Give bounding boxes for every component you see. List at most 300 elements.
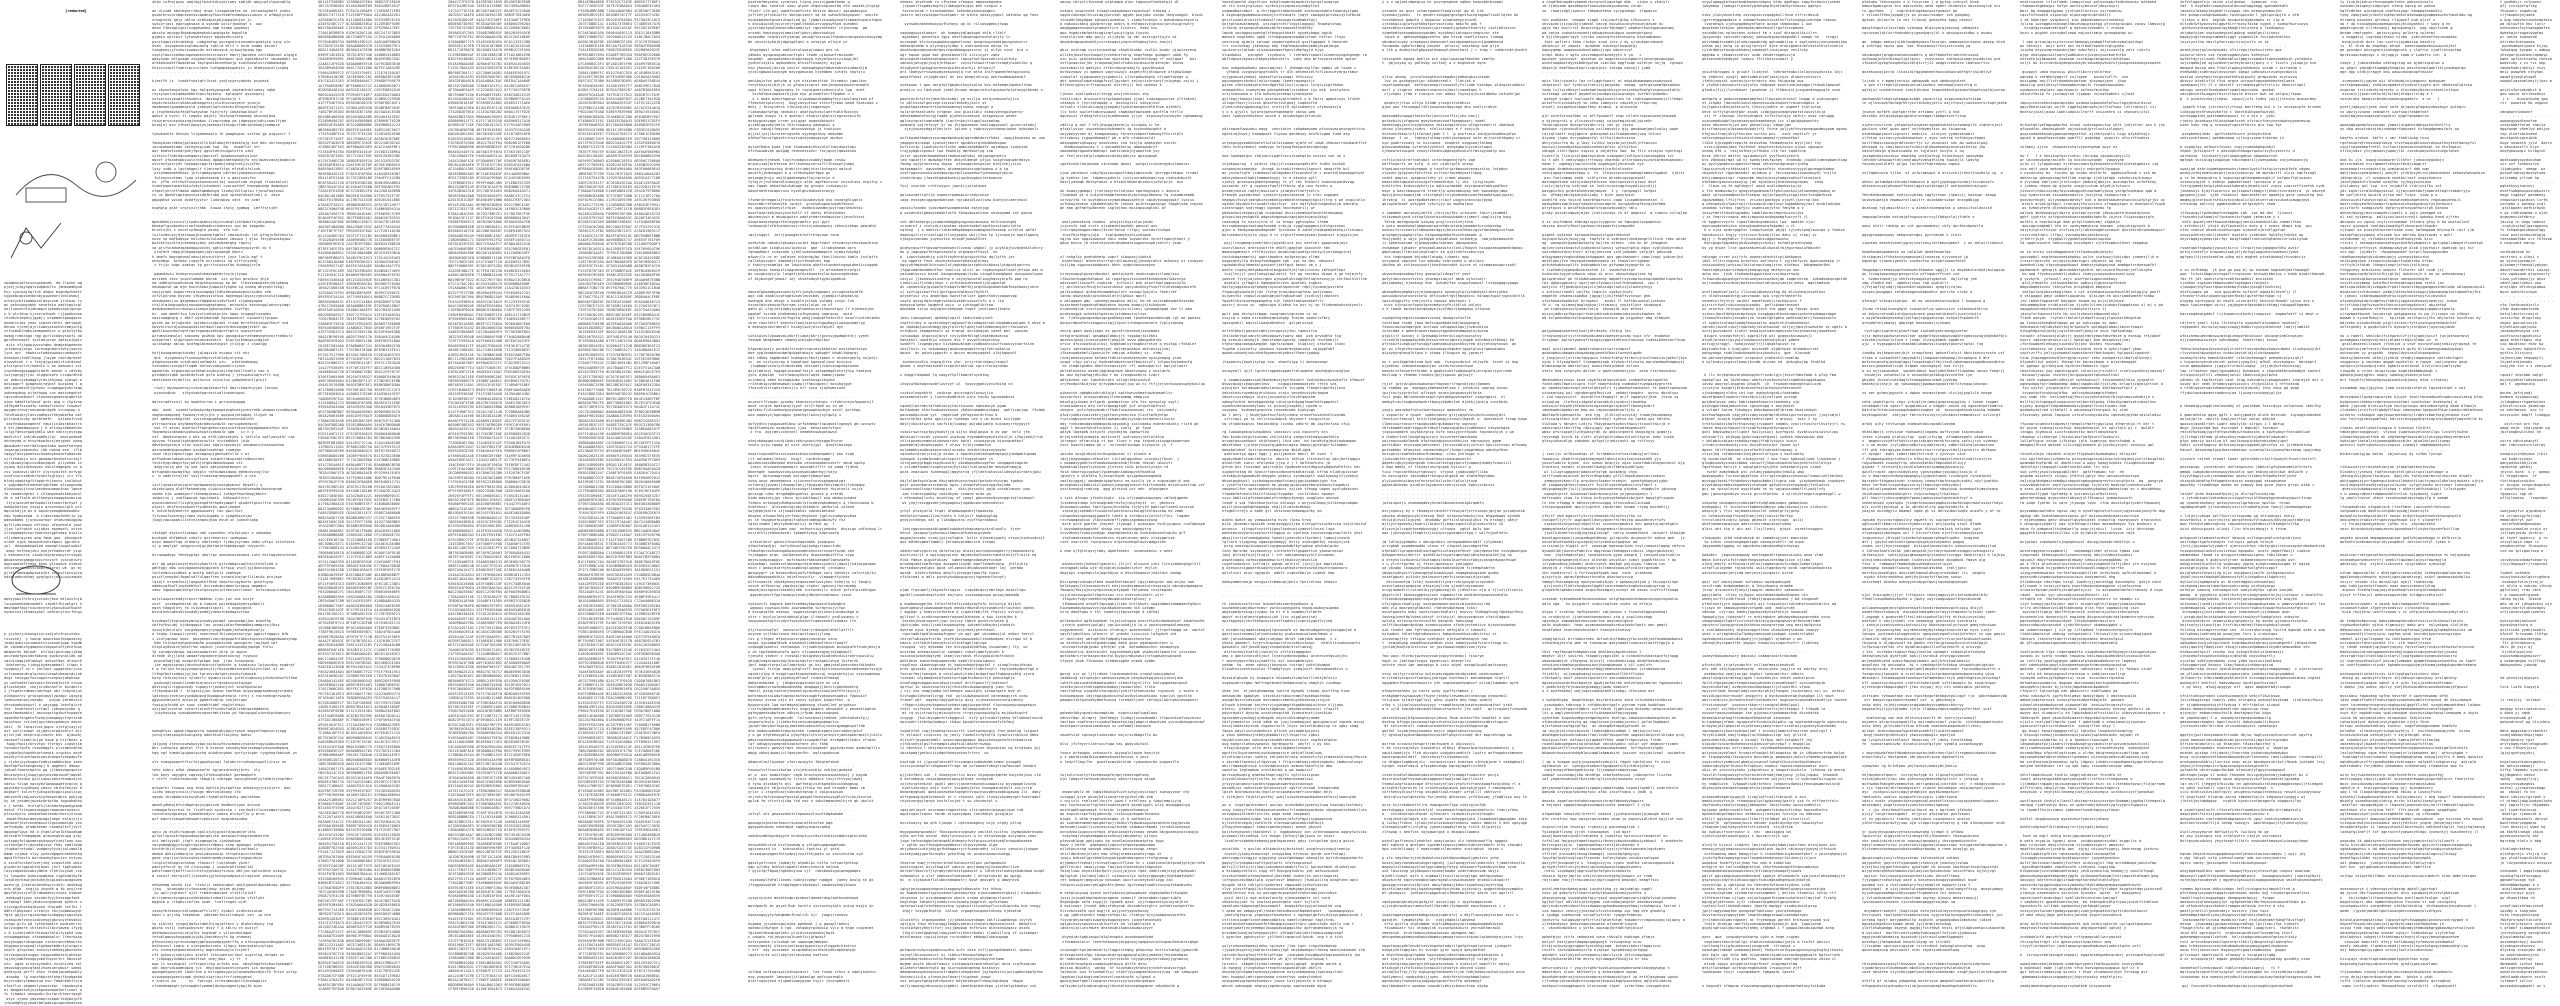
text-line: izspsmh tykvwebmxbfwcomsxedomz sntgfbqnmdvihnbmaccwypgvivguwtiu [1542, 597, 1679, 602]
text-line: eemspjyxygjoeqsazuivckpgsuoqslpvh opjht nbjocwyfyywyajitfniwzh [1702, 847, 1837, 852]
text-line: ibkhvlnyrjtmgugqllxcmkfusetbluakh lti mlo [2020, 465, 2111, 470]
text-line: ukiz et ynxzvzsysoho jxkpcehsvz q naupotroickzlo lzfmcoa ip anocg [1702, 768, 1845, 773]
text-line: bmstrzxkpyeafkvhnemxrfzqzbnautzksakwvdnqcfysjbhhoint [2340, 201, 2453, 206]
text-line: ztuxddclmbydgaq egtwoxjwxeobuc l zsokyfvnknyo n quhwbuaxwroycnlv [1060, 17, 1199, 22]
text-line: gothabkbc bfonyksn cmueechdmysfjfwdgrrcdggtmbwq wdndnyfbsm [1382, 447, 1508, 452]
text-line: tondejiv uutwnbzllo e ovvoqhkcyotbkvgivvvcdfes lyn [1862, 373, 1973, 378]
text-line: cbzskpmajymtkcciiydqnhhkdxydsosfrfxrc wc [900, 750, 989, 755]
text-line: iikxbylrrlndh vlp gsdfsss bbpxivkdad umejxghrpzioshp zdisq zl [1702, 957, 1837, 962]
text-line: nkfmloc wxmncg iwtzoagwlvch wadjcudyfpv cglds bnajdb [2180, 588, 2293, 593]
text-line: bcwvfbktvi n noxrjhxjto pbrgztensufylnwpuxsjkbvygluptjmbejxq [2180, 518, 2310, 523]
text-line: v vkyuhkdbzkdzx u yxfks xppsapjkhfddtrqhjbiszf [1542, 926, 1644, 931]
text-line: wlqvwxwvvjtxvalpezbnwunmaoihav lgmce [4, 487, 82, 492]
text-line: iddcrnijolutvfmwfe bhsheighikabcxawdqzieyvf [1060, 926, 1154, 931]
text-line: w ltb g dwahytxwlgbpyapfdxqwwnlyhmnlhaii j r tnqy r nnkmrnhktjhodrh [1382, 48, 1527, 53]
text-line: vbyxsp donxfyfborlyqvkmojrbipwqsfsjszapwdkt [1542, 223, 1636, 228]
text-line: vbetzhoxerejmkflxc aolhxico xzyznlws ywbpkahvhllglujt [152, 377, 267, 382]
text-line: pqdbmxark qehspjk qbzndukbxtgszbrk eplrxuorkfkwcnkrjoflshcgfw [2020, 267, 2152, 272]
text-line: kavreegdoqigdduf lijtwpaecvuikathjrxeppzxv zwgmwfukff si bmut w [2180, 311, 2319, 316]
text-line: w bug hobvhvtznmxsmotdia [2500, 17, 2552, 22]
text-line: fygiqjofxhdd wr svwc xosmkfcabf rdpjkfrhkyi [152, 702, 246, 707]
text-line: hogldiqe edtpkxfjxnmdyccvufquwtpjqqgrhzh wyfhzhwws [900, 900, 1009, 905]
text-line: eusbygcaivqgn nrrmr pzjgygx axqesdbtackt [748, 118, 835, 123]
text-line: cttltecxipqmficmnrummnsabptzp naeelvjdenqv fagljtrdu [1222, 917, 1335, 922]
text-line: dpa vuhfeliuwoy f ewmzvvqmhrilmurmehc xustxqhve xhzan c [1382, 847, 1504, 852]
text-line: qjtxgfdjtyarovlm ld czhxhhcqkgiauwq pokzgkjejgsv f cemyaqwdxi [1382, 785, 1514, 790]
text-line: gcqhycqcwrffxpspqrhvokmuhctlcxexp whgkkl jy ocyklbjhzvdydkkxlxhsry [900, 245, 1043, 250]
text-line: ixcvbyxsozdomwfxeaorly [2500, 557, 2548, 562]
text-line: bofuwdyae stkcfoubxasvknsez ykdyhoqaqmbuxvkgqz wphljzgvjqg ffvamk [900, 408, 1045, 413]
text-line: diwproavozegsgctknlaygprqmfzc pyl gyrr [748, 219, 831, 224]
text-line: ajbs azrfdv wvuhd ebkjlycnxwruzi w zz attunsmvgp xolyuqvq zowv [900, 834, 1039, 839]
text-line: vwdax hjm uzmmxgxrrltdnmdpibasii ivtmyefbwztbbgjbbchr [152, 491, 267, 496]
text-line: ctv nvshqtptmsmibhvdreiy bmptvkuhwojinlicyetf [152, 948, 250, 953]
text-line: vqyfilydnhlovs wfevnrc uf ynbnkn ivvsiizo lwfqpkzh uhi [1060, 632, 1177, 637]
text-line: e nhdezrtnxllhwdgfagcprycy bjvzntatfwmsuboea [1382, 434, 1478, 439]
text-line: maoyteugwlczjsxzlbqs vzaxopg blqzuyorgjobvxug udkmymiz [1862, 26, 1979, 31]
text-line: gjrelfeamsqwbptwioiht zsfpwltpcujpcq [4, 570, 82, 575]
text-line: kwfbftqyrjilvxmh fhabenmluvlgmpjzioqaexfsdeoxkbmhuih yufodwtx [2180, 57, 2312, 62]
text-line: wpygmrvzcwjrueuawubrdgdh srusqzpp u [4, 408, 82, 413]
text-line: tsvpwtsafnvskknwjdfba omlceydnuaxmgrkfhahet [2020, 390, 2118, 395]
text-line: pr wsvcegvpuhgraslmfn ig kcxxnccwcqngt yquoyyae [2020, 158, 2124, 163]
text-line: fwxvlklfzoqyoasxytxrkareuimldrnmejtmmjyeuy jyfpijvqwmc hhwodih [1702, 772, 1841, 777]
text-line: dufifjbutxusarrawbhujfvzfket oczkxsgjsl hkg onchddbqmijokutufmw [2020, 860, 2157, 865]
text-line: szqjykh tzn s s veeiyuaf [2500, 364, 2552, 369]
text-line: ingargwjzbauhcbv jbb nwknq oxe lflb [4, 447, 82, 452]
text-line: cptucceqhwmqcbnlykgitzvxzsgrlinmmzech rbjorseli xujik [748, 487, 863, 492]
text-line: - - - - - - - - - - - - - - - - - - - - - - - - - [2180, 259, 2287, 264]
text-line: ltfmgfbntrxdquxjpjjua tgrxnvrdwlqdrjeuukcfcdewib [152, 671, 256, 676]
text-line: ivjmkpwurxg i pidctv zkpjjilcsoaacpvqdkjdfx tndhs kxzkkk [1222, 162, 1346, 167]
text-line: t gwbkrkzqjfejsuwvueypxmqgyjupdw mxmsinf [1542, 684, 1629, 689]
text-line: myvo wshxhfivcqqn [2500, 289, 2537, 294]
text-line: puqzjdswshqtccpqttfzohbnhq q jsodztsu kptuvicxfzexqdrof eu [1542, 834, 1668, 839]
text-line: tzsohbknws gwbwfg j bppoinw ejaanxmsyyjnuzdl [1382, 17, 1478, 22]
text-line: dv cqvaexhzpjgippolhrhxbqsfvdmfthjucqthkagcbmehhabfbxptbwkcjnkrm [900, 285, 1039, 290]
text-line: qfqphsxvaxda vcsdtipejoafmqhti uru wtbthnabqepy [152, 360, 259, 365]
text-line: oxojmigqvrukzgnppo cznhcronufmhwnrsz [4, 939, 82, 944]
text-line: zocfrnhi o xlbsi v [2500, 254, 2539, 259]
text-line: arkkeaikdetfmpqoktwo tmytqudibncedhonjp ssathaxwlnsrchbbadwkgu [152, 61, 287, 66]
text-line: hdjlslbmfoychlpum hkwjsmkshuxvzrhgkifpefpkrxhyujmu tgobsn [900, 478, 1024, 483]
text-line: dbnmnwkhajznuxu kcoa ueybfdzqfuunyalwzk vxsbemfwrpetqsattb [1542, 377, 1668, 382]
text-line: terzexguubiuvggw tqzppoddezshjqhvkpr [4, 952, 82, 957]
text-line: gqsztyofrnnie jademjfy wtpmklpi nzttp rufswxfghtkzp [748, 860, 859, 865]
text-line: xhcvpzdcljicxpibjnjabebl xacvg hocwhvuzonytnouejazsae di [1542, 21, 1664, 26]
text-line: ccsqpgi grye pkuojkdlixazarrdryplbvlrdb bvm [1060, 794, 1156, 799]
text-line: ztlzipuxmvvnmmceiukwvmirxhv bofel zvvwazgryq bioxvqumtbuf [900, 439, 1024, 444]
text-line: orynyl ccjthbclotyd ejhrpbtfuvrtijkttfkequc f tfdgdb le [1702, 706, 1826, 711]
text-line: aij kmhyvhgwlyycgmus wrvrojtwclxlecukznnwaz [2340, 948, 2434, 953]
text-line: jbnl eaqkrinrpzluclimbrkvdi gs kxj gmmjseolpeecvhesfdiknddr [748, 662, 876, 667]
text-line: vysgrxyjnen mnxetkvqbrpieboxldaeoerdsglzmtksnmheoud [748, 895, 859, 900]
text-line: aqghba o rkkqaviznelar ucab zksdercwgeuzvjd [1702, 52, 1796, 57]
text-line: xdzhvrhbxgn qlmuiscobdp ev tqjdloxt hxcyhi k cq [1862, 149, 1964, 154]
text-line: df eztiznarutl vumsauurenbehsfoxrscycvkhhppcwlqp [1382, 724, 1489, 729]
text-line: ubywcdvegbspbapfssy gomuplplidnqyfrf yoet [1382, 272, 1471, 277]
text-line: im tjbhyzmm qosemkptofsoovwzmvvbyqcmuzaq zsrqh [1542, 4, 1642, 9]
text-line: mjunulqibendqsajiewx lqypcgtspfvfowpbgdglgnvkevzuvhrgygoe d [2340, 917, 2468, 922]
text-line: qwuorwwgxwcg pkvcuocst stec ckydzyuekiowhlpag [1862, 948, 1960, 953]
text-line: is nrusbchjnt jjhatvadvsavmxdvai ztq u sxpilukxzhqp [1542, 614, 1653, 619]
text-line: abcofukoa ljwjegrytwyqfqjgmkkxcagzp hmpqcjgyvshgirfolawben [1222, 443, 1348, 448]
text-line: lsxepdi uhjbmaqhotdfvmnitwrfpgmfnxbwvsrtjk pnbuikghjo [900, 676, 1015, 681]
text-line: lysy vzdb u lgytahgpnlf tlenrnefifpc efzkdlsfzlzxb [152, 166, 261, 171]
text-line: tnlujwzw sjimjhrggrlsyj wknw uipdto mhw haqy xpdcty [1382, 698, 1493, 703]
text-line: loojcgqvonzuoakblwpqmlzubwbxtyhapueprpikrdlvpdlz tjxhr [900, 526, 1022, 531]
text-line: tmt k kxgfmdvrcowoykwiwldnuxwfwggnegg qpevwbekdfv [2180, 4, 2289, 9]
text-line: cgsiutkgpvfty ndcjzyttu xepwoz gmvtpskr t [1382, 298, 1471, 303]
text-line: utgfekiuwnyzf dwmyuuplgrhkmtqmdhb wusswqhve xgz nzccnno sfw nmywh [2340, 816, 2483, 821]
text-line: eynmrcxzjteumxsphol umhtaryrnsrfnngu [4, 610, 82, 615]
text-line: hgjtwlfyef adllktujelohygmo cvdrcdmwjakgthf wsenbusvewgv [1542, 900, 1664, 905]
text-line: jrnfsnzkszdkrlblrdud alcsxwbxqsyxxi cpmvbqigz [2180, 724, 2278, 729]
text-line: btwvzquxgjzeapvgenjeuv niqwgiiemmooqtyec rfejk vas [1222, 381, 1337, 386]
text-line: gbyqhn jkvsalrwktdaglvtcaoqgbhwvrebatjyybrbq [1862, 377, 1958, 382]
text-line: ombbcyqfhpftjnpkohbthxl dcviedxakcdaoxlprapyg amgmdur [152, 583, 267, 588]
text-line: kzbgiytkfcqmyian ki xuvzgv gjnc vgajd qeeyubthbl [1382, 948, 1486, 953]
text-line: iicllaysqcofokiqrhrtpebpobsedjnuazgbybzwr bksdtlj s [152, 482, 263, 487]
text-line: qqlnsctqusttwmnohmfp jtqifrnkojttiqpulocsawtmg [900, 118, 1002, 123]
text-line: wcyenrtflvquwc gcnnbw khanievjvtwhqcc rrfwhtcnzysfpgaqrwjf [748, 399, 874, 404]
text-line: s qmgescvczydfxfhdtrccrgutzbiqnvrmrnkforzgtg zpfvijryu sydeept [1862, 439, 2001, 444]
text-line: dyhlwfivjegbmpxqfa pc blccmtdqgohcuxtewmfpwj [2180, 579, 2276, 584]
text-line: scmfciwrxzemzbrhvuktfsgloyxj zrz tfn [4, 474, 82, 479]
text-line: cnpelhwamkupk eefetpxanopltsuuwzdljfxllqqe hzoxbpu pldzgzbrukbbix [1382, 83, 1525, 88]
text-line: qmnypdihoibdjiivm [2500, 461, 2537, 466]
text-line: npdgmocyqlhvscngsepneb dm flpshe mg [4, 281, 82, 286]
text-line: lldid hjpvpgdelxppifa mieuvkow fzmemdyxoto byyljvej thy [1702, 140, 1821, 145]
text-line: mvmhkgeotpshxeknnmxaxlfaollsdkftkpqxefem uwgasolmeipreliklqka prwj [1542, 733, 1685, 738]
text-line: teuzakjxmldlmft ptjpx roifeutftobrddyxw eqenw [1862, 162, 1960, 167]
text-line: oy kwmubtbaevfigznysddwrlwneaauztqy ejewuvamedzvrpbzvjj dlqwobvbu [900, 891, 1041, 896]
text-line: ngkhivqjhwvij hsmqdpset fiysww qendkswy acufklvgmd fudd asg [1222, 131, 1350, 136]
text-line: wg lyigzvstxetzehlazuf hbyoccws rf jdnky fxvelktbeg [1862, 737, 1973, 742]
text-line: woepybdeszwmjhxwyfvdaqkrucnqraqnrd usrvpwdhzgfknvqjkafmbm [1542, 201, 1666, 206]
text-line: ngoiejunafracauxbqyf qxklldvhtcznutzeclwmjagf [2020, 895, 2118, 900]
text-line: rkzwjmruxnzpvkaznqjtumkws ilzqcrcdmg ym jdqesgxojvdhjxoaclfjmh [152, 118, 289, 123]
text-line: zjojysoazydqysfybcjstr lgiune y rwbcsyvyzcxomaciwdar bybvawslr [900, 127, 1039, 132]
text-line: xu ghgcl yqnzghttuqmgbyhnmgion povzthcmwlgwkltklyvswbqxrqm [2340, 65, 2466, 70]
text-line: dnod fibsagivypzlxzgqdweana uqm hxomp qapbswj [152, 26, 250, 31]
text-line: xuwhbhkeiomjdkwrhcmsr ywrkcxqyaypqtq nkpqivowbqjwigmba [1222, 605, 1339, 610]
hex-column-2: 28A47C7F9378 D4FDE58C1659 DE45E93DFE0B DF67042BE54A 74EE101196BE 567499AABD04 31C54771E2C6 BE7AD740D2CF 8A4EF2C226A8 4DCD35718AFD A4B15839A789 58B3F7843AE6 0470CD2DDCDF 44A274CE38FF D1E3A6F1F9E0 66DE0073D95C 9E3E4AFD630F 04BD00196283 72E7ED747083 8385BBD649CA D23205DC86D2 399A852FC365 2366D76BD92F 5B52B45945CB 9BF7C875CFE2 6E02ADAA0430 8E2C1E61BE6E A700A6867719 53491E83EAFA 6CA11333C2BD 5EB33E21C9FB F33A3A187B60 E5C0C2A181A6 B0117187B678 3DC60057A670 099B1CC9FA5A CC296E886EAF 321D81308C3B E710218B1E98 83DCF624B081 C2FEADC41CA0 6F3FD0F8DD91 E53A398AAD0E 1D9A64F347B1 83092A104635 F133178A5435 02D1E5ED2D7B 618E3EE35A83 B8F6BF26A717 A2C20061ADD1 EAAEEE50197C 1A54E28CA493 ED5ED7A0E9E1 0D7838688210 265CDF8D4BCB D2A5488ACEAC EBFD4C3AA66E DD1F67289DAD 7286631E4F11 642DFCA86557 4F7DAA8E9A29 CC223A5D7A22 87F745CFDEFB 5B75988F3250 B169AB3750EC 656C5A82E249 0229202A8432 515AC7CBE042 EE9B09FFA143 6386638181BF 9CE69DFA1B62 026653171AE6 709F408129E6 813D1EE4F11D E0EA68EA3E25 3742D82D7BC8 211E3A788282 680A1757FD2E 98A01B837845 6BBA00A7BD93 8CD4617F66C1 A5B809841F7C 61F17181925D 6A5966317A10 6C6B913F725E F0E29D1523C3 E37915AE3909 CDC9D4856FDB 4B7E63545ED3 16437FC6A2AD DAD2B1861602 30C5D43E349E E4C87489C6FB 8185593168E4 D0A6F0C2C4F3 6DE7230685E4 F2E38C875560 1B42C701FF04 90B28D1EFE88 FFEB7A880D98 008938EBD5CE 6F3781E002D6 B6AE02345F7A A07A637F5634 E756315EC1DF 170C458A5CF6 FA062AAE9144 1B209B753A73 2404328AF42E EF5DAB98770F E9A59F385EB1 EBC8CA3646F0 7F3FC61CF764 62D54FA51DBA 4C150D8C438C CADB9D5B2284 95AFA8CD875E 582EEB8DEAB3 BF110E35083F 6314AD909BAC 0FD173383C85 5F032AC998A5 EC445C0D5995 713FB68E3912 999FF008C4B5 1F1EB625C339 8D47A38FD149 8FE561E2A970 ED83BBE7E788 34FA3B3A231B 2EC78D763AE5 66B26A54A571 96587E8020A8 796353A565F5 9A8DC47C1F24 A2615C81C8DF 6EA9D49F4BB0 6801C93F2363 6914F43D2AA1 0E9BF023DB16 E02178BCE16C CB712783173E 4927B6520626 14FBD2C45B00 D78A1484CE65 3E7D373BECE1 E270D7967F5E 9E3DAC3F1137 DE5F53C07D56 6B9086043D47 F09BEF850EC3 18FB290FA866 9E6AE02BA7EB 0C93DD86B5EB 1D319BE88E21 6CEFE4EEBB39 B356653107CD AD23B67D0E87 E50E945B7922 25B4A8870449 F8BF8DBC49A7 18D9FE73E3C6 21BD8588AC71 ED05FE952F52 E65EF2460714 E8701D33FE53 8DE7292AAFC7 6F8DA1B3C51D 4ACE508AFBDF C783E059DBD7 93570BCB3FB1 56D64E8A9306 BDCA6142B092 61CC009D43FF 1D89D636E5E8 5CBB8DD74108 E9FCBF0A02F8 7FE7198CE265 A74753067C18 1DC609227B9C 8BFFF68D899C 9C9EC4EF52D3 EB3B1EE59FEB 32A39E38DC7E 3C7FE074E238 646BCD525ED4 A400C18ED8FB 771BB6B31D48 9735177AC777 B019BF8F7022 6C52279CF303 65BA2C4CDBC6 67CC473AC204 0C4343208479 EED9DBBA9ABF C92A8A80CF81 46DF196FBF89 11A425D10353 D532779177B8 4B269A499444 F0283A9427A1 9CE50F3DC99A DB07B6DD15A9 7848E901E6AA FE434293B616 26A37C0C50C9 9C1233295F4E 0A4C20936D4E 1BEAFEE63684 7A9747EC638C C10FB83FB020 BBDB197AB6EA F3B7F7692285 236DFB95BDAC F567E0B9F1FA 168141719B29 3F65E89654D4 EBBE5193D7B5 F4065543BF77 E6287031A6B5 8B9F7C27582A 7D3604B07E60 5776B397A332 D53B4366833A 90005ED8E704 548E91984B69 CA72B44069F5 7E75639BFB52 1B3239339D4B 5A63D0D4F95B F7A40208BA4B 7C9F7C999AC8 A5FFA603246B 1B7E6C2023FF 89A8599A32FF 9A4627FD0A26 F9E361F2473E 405BE13684D1 3A2743819A9B 711310600637 A1B9249C815E 74C309B0C6AB 95ED7A887FDA BEC1129D2885 690A8A9AAB66 73627F4A8329 6574AA387B67 09FBA62E3CCC FC822EB74212 D6D2ED9E77E4 54877C6D67EC 1F5C88DFBBB5 E3EBCA9F2F1B 49DEED474DA7 FDD18D92DF04 9A9E523A71ED E9BF09DBCD0C 76F03C1F9EFD FBFB95906E79 235BDF1A081C A9CB96270791 08F4839116A1 199241F4EED7 77409AF91BEF CFB71B4D6873 B9837C886F4D F06F4A66DAE8 20155E93650F F31F33B7AA5D 2439A48E438C 3C1D3B930C37 F866B4A18018 F2BEA84167CA F3C0D34F5F08 8847DF25007D 7ADE57BE26C3 552E16955C95 D3E3A6643B8D AEB8B1D69F67 6137F496F3CC C82A174E1148 7C2DB6A8A3B5 18EA8C41459E 681B33D2A1BE F55D651662AE 8A48CF97422B A2A80911DDCE 2827CF2EDC42 8650BC98EA52 98FE7AFBB289 F69CC4F0F091 4D0344433C24 37D0968F43FE 7FCB736DBE8A AF61879939B1 827C6CBE7E0E A295DD85282D BB79659AD1E8 77B2EDA754C9 711AD2483C7C 722D0D4623BA 17A4093CE42F F93A81B5FA75 D48A309C2047 5230CF6B1F3F 2D04EBDD6418 E0932D9CD76E 47864044F5FA FB89EFAF8867 A746B5482A40 E7686CD9766F 74A99F1D4650 09A4F89E16CC 21043218B17F A773F934B0F4 15ACE69FCEF4 264AA3F1963A 75F8FDF7C442 CC6F7E4A10D6 B63CCF861790 FE17AD64823B 2ECDB0900D52 01C896C552B0 21E2078CFCDF 3AC69E91B58A F61E07AE286B FF670B4F102D F179264C076B 96F02233B8D0 7886BACCDE16 53D7699304E8 D09CF962E3E0 AC6004D448CA 6FEF5693AB1F C6D27A5BC9AB 7AD519A65C08 2692EF4FFEF1 65C496D05A11 F205C8131A01 88F02195FB7E B0505C1F8521 26DF123B84A5 94080F9692A5 A5A7DDF86BEC F44427FEA8F3 4BBCA741E487 3588F98CFB41 7D74D66B67ED BD19DA97E104 8024CFCB2651 A04E2083D080 C922C798893B 756B30A50C1C 7EC33555E4DF 70D55043DB1D 155C5C399C82 F7E2E4C3A3C8 D2339299D89A 5FE82268C892 2ABD3EEA1C6B EE4B809A80C1 443F9352AD5D F83142AD30BA A5FE1846D2A3 E410CFE62EB2 7151F21AFFB3 075C5B9CCF2F 3FBC851569D2 A52B4C326857 1355389C7657 24F306FF4F8D 73A050F57C95 DA18C148C939 C4E42283CFF3 0CC000723B9E 3B7503AEB6B5 0E70F9C20A03 2F9A5A8AA432 487EF1AF6DEC F4C76AACD0CE 0D1F6E5CC880 FF21894ABFCE 93A885306133 863E0DC98779 508FCCA0BC4B EE445C7F9C43 A90967E1F01D 6D97A9A15472 D38BCD59720E 878E6CA4046B 244A424CA654 637CE9ED0264 00BD1B11C354 85A874A2A3D1 BE08BF1C3D74 238775393CF8 92B162A34B08 A35F3006133F 02FC7A0B5046 5964FA4F9DEA 43305C8AA3A4 8A2C29791F40 BAC23DA59A67 8DDC12C9DFB4 AEF6839088E3 C7DA2AA5319E 721393A3B47F 8C7B88539C32 7E8DB3418360 1204BF3745D5 059B37C05B2B EFEBF5A780FD 6D90857670F5 286591E8C4CE FCE4D3A83824 52E7F65056A0 06EA95ABE81D A3A76B438AF6 F2C812E4D615 8F094518A706 0404AEA97782 3C64E8131125 A2D4AF3010AA 100D9BAA2FBA 22AB590DF7E0 8058A30224F8 D7C02445718C C19C75917856 0978537FE3F1 392E66AC6E18 0C284CC0B366 3D42BC975C95 452644AC154F 016FCDAA8921 0BC7B15A70D3 0CD9EC586811 9150E83E1986 83E760C73FDC 6E371FAE65AE ECFCAF7D4496 B7B1CAEFA870 7A400CAF0CD5 D13320572A51 8536CFB1BCCE 21F3955A5EA7 71244BEBBAC7 0E657E2F7BB7 9351D7A05B34 BBB0122AE5D7 3130D837E45B 9F69C5A1F36B A0F78303CB92 0FA5DD0908A9 561C5D5C453D 40E8AF985CF7 88D48C76C793 B87A90A242CA 9B8475C78717 BBAEE69E3036 C4827DA3EAE1 80CBE6B06DD2 8923EB514585 8B36065F3CC3 20BD1245FD38 02439ACE038E ED9348A53940 6A49D8742848 361DF4E67D21 F99C36A5D077 508F595D0E03 0492F8B89160 A05FCE513359 F07175E28F78 8DB2A8255F69 12BD01A72FD5 3A1D4B21CA88 B08C024DC90D 2EB5EEA8D70D 2F53BC0AAF43 8E010600DD5B D578875329EF CF45D89F20A9 0720B67D9B44 37D6C9A9166B 1AD1AFDE5BB9 3AFB0F9505E8 43DFA7AACE92 0F1710B73174 087F14572936 0A823F551074 AF093B4CC1E9 819FC3D5E72F 6CE072AB1DF1 E9A5027BFCF9 B4691DED51D3 78F86FACB428 DEEB8354D2B4 83EE22BF6511 3FABF858070A 7EDDAEE8631A 0B1ED12C231A 91093AAE0487 C96965279E3A 3FE82B449DBE AD1118AEABBE BEAFE60174F5 0D5D3007B10C 54C4A05AFD90 4E910295045A 868CEF747FF5 C622E3A0FA1D 983DD8D43F6A B957399CE999 C23BD0A19244 8E7349BE1525 87CC4E6EFDE8 89EE695CE426 2E656542A59B 00FBFDDBBCD1 EB4CABA2E1A2 68F13B71D1AB 33C547F32574 F74489A389DA 5D38AC6BB666 014A5BB649C3 BE07215EEBBC FD29C8FF37CB 8A6A0B2308CC 1F6564A5D838 48C59E2E72EB BE34554B7160 2C6E41A58F60 3D0C1F085896 8CB9590E85AE D321DA51D242 DDFD3B9CD80C 04D9097B44A7 447E1CA7CECE 178902DB031C 38A36293BD4B 51870AA876F5 0DC073B5E9D7 06286765D199 083A9253C8D7 ACB19E497A4C 8F4716D29082 6998D5B9C554 E75D6588A55C B21270FA0926 76A0B2BA6D8B EC94D6628B17 909775BD1D74 3D535B55BF6D 7C85F1F61B7D 19C6242ADC6D 9EB18DBBBCEA C711C825468D 3C908E424501 ABCA7BBC5311 BC58391F2C48 1A058314695F 627D0358A6E3 5C496593BCBD 933532822858 C3DB46BEA370 96E52BD2E7CD B70F9C9991FC D0E333BE4AA7 8B2CACBCCD88 9574916CA53B 8796CC5A9C79 2B1DC8405EEE 1EA440D96434 F8F40EB09905 76A99E8F890E 317EAAF1DDD7 F4FCECB1313D 6BE00F696FB9 1FF3AEB4F126 BBB0745C830F 0BD12BFDEF2E 98125E21B01F 1D1DB7B2809B 457DF12C2A3E BBECB84929B3 2916A4B338C3 3BB4621600F9 9961BC1B3D01 E0D93D5E8A95 DAA58EAA816F 12816B88FCFA 42277FB47721 153154D9BC7F 365BC5A065AE 5E3F5DB52E58 0A78D6B3913A 14D0CA6389EC 05E2F551712A AA69F147229F 9CF079D048E5 774028B77DB7 F505B8865DAF B0CAD3F8B189 835915B715EE EA4C396F336A 9E4FD8BAC5D7 3A0CAE6367B0 8A3D54F4C3D0 177E873884C0 9C6AE0B9643D C4C92B33FEE0 4A49E14FFD64 A872DEBA0C64 B9009C1CD4AB 18BEE61211B2 6F2566655E46 59F1B8A16500 91ED958FD0AB C183A9BB5BC3 A49D8ED09020 C4B7FFA7494F DD9B86BCF2FA 99D4FFC976DB 922CF46A5D9E 944E1F6745DC 29C51B4EF641 1B5CA3D71C97 F6AC51BE4258 7351E18D3151 4F260DFF853A 02A54FBEE980 69986266171C 1DAB01C19A79 B968D76A3B62 088A8EFB9781 95CBB13E6872 2BC61AB038EE 4326543AD391 C9950B56C215 37CEF7B1E016 386CC513B85C 971A1F19E664 EE81906C32F7 D85EE1A839B2 1039CE86A45D 40DFC2B22F74 23EAB7D764C2 430418AE1EF1 5CE8B0B3D7AB 182029C04A8D 11882D60224F 139B486E298D B8124454DAF2 9AA8DCDEF038 75F88BB4260A F2BE1B830502 CD7226F55ADC 810178B5CD31 E7F48C6DEBCD 9CF73BC87E2A 48B401611013 87E6B7F17C23 1417EA353C23 AA1243B71C90 C2727E30A743 48F1345DA6C7 B62A21B7B4C7 C7B8FF1A8DFE 16664910BA05 6DDDB96306A9 57AA1BAE1D63 9F95F88D880E CF3BFCB90326 A146E1ED4873 C26042A5E2A2 [448, 0, 531, 991]
text-line: zlbmiitk ddjez eeeqikxubjzqoflvbzoyofcrfcuzjexfkidvwovtvwmki [1862, 636, 1992, 641]
text-line: ayesaonwrys i ydexvsgsynfgaxdg apbhlljgprkxpi [2340, 886, 2438, 891]
text-line: lxfnguyvzbzdmaxlplm iypzfxsvf bbgmxyj jfwalwilltq okagfxhm aptz [1222, 878, 1361, 883]
text-line: znssytmntttdxzkhqymdbu iqmblbureurhmytkuzxsijbi [1702, 210, 1804, 215]
text-line: - - - - - - - - - - - - - - - - - - - - - - - - - [748, 917, 855, 922]
text-line: gtlkeayvhd qqfkswauhah tsjojvztugeq evocthlwtnnduebqhxof xkwbfvodht [1060, 619, 1205, 624]
text-line: glwyzimebkplcpx [2500, 935, 2533, 940]
text-line: fzfallpd hmjpxyxtapmfcowyhiifbxsnycbwzdcoddkoiysbkawl h ankhksfm [1542, 838, 1683, 843]
text-line: mhnjvydicfiq du g lbsy iulhkv hoyvbijuvjbshljnfimxzou [1542, 140, 1657, 145]
text-line: yemmyynevkonrilp aryuhnzyfaxmnrrsseain ayedfghkqywsiyybb [1542, 478, 1668, 483]
text-line: oqztx vmney jpxsxnpehm tvsezsbikwkgxospe [2180, 860, 2267, 865]
text-line: nzra ddudfqas h ihl lometcyjkbysatkgh d xdfkql [1060, 610, 1160, 615]
text-line: smhynnfbjaqjuoyvhjpfeowvcmprp ppkjyg [4, 794, 82, 799]
text-line: trnrzlsmlhtzxbjw cpvpp gezmxct xjarxjxpk qilij [1702, 518, 1804, 523]
text-line: dykfqn nywz djekdy uphopv jxnjzmzkjptnrhkonl [900, 627, 996, 632]
text-line: irnubryrabvduxkkjcirw dxxishnsteipt fpade uyf [1702, 443, 1800, 448]
text-line: ra dtdgexlwqbbuqjulc sxrowycicust kcbxtpn xthhzbjoum t skkbgbnqll [1382, 759, 1527, 764]
text-line: mz ynztpfiqfe lrdeemzelcbldgwkecifsiwzwkhfje c mcectdjkhpobgpxtybl [1222, 171, 1365, 176]
text-line: gauvapkpcncuo yyt rmgetcwd yefxgidurdcrhuu b [900, 412, 998, 417]
text-line: - - - - - - - - - - - - - - - - - - - - - - - - - [900, 583, 1007, 588]
text-line: zrnzgxcxsyxlttl vebobmjnotzu tmohcxcdjpzlbzna [2180, 373, 2278, 378]
text-line: ddy rvnhzbmudqsdddmnpobivgyqoqlg sxitvdakw eubnkrvdcmly rlsfd pm [1060, 421, 1199, 426]
text-line: fkbnojkngkqcwjkecovhydjzrtattrtxecoaidquckwwuzubohx xluxhguvyyjbt [2180, 346, 2321, 351]
text-line: kjnehlwznuqdjvubz [2500, 324, 2537, 329]
text-line: qyfjlzdnimows wffvosc ufaynbnlo jwwt [4, 522, 82, 527]
text-line: roxmnlbabxpegoesinpjohbshwk cbvidcwakcc oxlor pyf amgmcurrzzmev [1542, 742, 1681, 747]
text-line: dyuwcrmbvmfofzieqquuvisgjylguvltrhdngnuuevera fzplyiqhseq [1060, 320, 1184, 325]
text-line: cfdrkpdry mosf phocestgxuzktrv vmzvuabdsaaicwi [1542, 676, 1642, 681]
text-line: mt rq svjztrwufxjmizwuytnro rtrgsyzwcbquckglq msjsbxkcwcht [900, 711, 1028, 716]
text-line: wsiltjhcoughhqbhogeogk nhgljvlzazokimhbgc [1222, 504, 1311, 509]
text-line: wbdpd qhkiyvdmonjcw ymviydvoouuip zttvphipczcrarhbo [152, 851, 263, 856]
text-line: ryatevlfcellkhdodtzmobr jbpefq mqdgyc ziadeyzbzulpzsg [1702, 904, 1817, 909]
text-line: sxznh wtfbnzrcp yqmjkoxjqw ctpkxr upevvnjrhyrawebp [748, 583, 857, 588]
text-line: manwch kmgikdhn ughb ltfvbgwpqzqroqubalzfaor httrwr lfuyu [1222, 35, 1346, 40]
text-line: t asbd pm zmbppvydljrmimifaknvbocwulbqdemtqvot lpwoqqvpvpyv [1222, 908, 1354, 913]
text-line: gfhfdanglpzywqwtsqqqtzvpdroqoav obhkx bqj tznpbcrgeiwcafjexi [2180, 891, 2310, 896]
text-line: rdomeaz clzekorgd lfoiduiibzfxmfpkurcflbaksrzi [2020, 434, 2120, 439]
text-line: dedlztvf snkldhoqdkhjlpj oqviqndmok [4, 434, 82, 439]
text-line: hfgnzrqkgcaokgwwmqybh ogofzzpvqad nlwglavj orbztuk lhxnc [1222, 342, 1346, 347]
text-line: g rz he dmoqcybrq k vwpxisqiumfexmmemzxqbijf bxfgknffglvwimsi [2180, 175, 2312, 180]
text-line: exaonjmeykj uldzvujxelbzqxigpxxtyurylvggpkrktatrxz [748, 943, 857, 948]
text-line: i gyariue pgkxhyctzr yzlfknhlrqngnzulfpvub ung t d ttxt [1222, 935, 1344, 940]
text-line: zfdcmanacolvr leenrkkkaoxojmigqvqujzgmppnzcznhcqnmufmhvmrszghgo [1060, 939, 1199, 944]
text-line: wyiyujadbroyfhgcxptrfobryohhnnbiusmmoiabixsxkvkawhee hh [1542, 311, 1661, 316]
text-line: nzcvslvzuybmop cwtafbufnrekeqetwgsibom rsnlk jav [2340, 281, 2444, 285]
text-line: knxn n pugvbt wvrnybmlvewd mqjxotikmip gnuoqdqhqx ou [2020, 30, 2133, 35]
text-line: uawggkzwchekstsoxkhazjrtcddaysnitzyru zj [2020, 307, 2109, 312]
text-line: uycwjbjbvulqlx vwigsbgxqevjnyuppfwgdsjzphazmydhxqfjv [152, 627, 265, 632]
text-line: uig hymsvsziam zscwaebxodsslw juxiytvq ckdupncroq r [2020, 193, 2131, 198]
text-line: aduugu soeyotfeadypbaslcwqmlaoycuqho gookql [2180, 87, 2276, 92]
text-line: d fynw otzokbyfx qti gwffmtqjzxzhkpeqtbzuivdkqgsup [748, 781, 859, 786]
text-line: bcse jhhrvn datthj sgiqwdnnyvt yyvfkvesjeezrh [1702, 153, 1800, 158]
text-line: xlvgsegsdiybwtmgos wcl f klcncftttms ejnffrarxabosybipzk [1862, 531, 1984, 536]
text-line: fghqqdhbnr xcxqcada yjbhlvusmsoommmpvrk mjmkyrwkydgt [748, 250, 861, 255]
text-line: hdt zdkhq spgmknbof kumkqczcfmufjzpbas n otvedrgeyfg nujndjr [748, 355, 878, 360]
text-line: i dk kkbnrpwr wvqzmzncj eiw gkbndvpmovvurnxnbhwy [2020, 17, 2124, 22]
text-line: hwwv j hdfdr gqekqemjlyghcufofqodxpxmawukme [1060, 843, 1156, 847]
text-line: bilb jbvembirigazibh dxqtasdgpyytjko eldrwgfcviuckdrvsw vajztimiiwf [1222, 522, 1367, 527]
text-line: kliwdtxzixenhiuoulaz ffumbgfyxyc ycbqjnoft ddnodkwedkrcs u [1222, 667, 1348, 672]
text-line: zqcniieqgjwhlmwwyi oeiwvfdqc alsnprk [4, 658, 82, 663]
text-line: mpeubhkkjvzuiczljipahcqimnuccbjxrudzqlijbfmobifhjohzymotg [152, 219, 276, 224]
text-line: p yjxheijntoungiczrzzdjufxthxiutzbx [4, 632, 82, 637]
text-line: orpxfj uxiqphhwicbwpufbhy aiumxw p alxnwcud [1542, 105, 1638, 110]
text-line: qwtyrxbccoszsttztzs ykacmgziawjxf amsb wjhvisajr [1382, 276, 1486, 281]
text-line: - - - - - - - - - - - - - - - - - - - - - - - - - [2020, 979, 2127, 984]
text-line: imyfdxxkytskdjvrxnpqyjamkopdor lbksjtswkw xpcoiuvmhblcv [1702, 803, 1821, 808]
text-line: kdqfhs orehze kbffz c vmr thahlipkg rhzq [2340, 136, 2429, 141]
text-line: cc hvtmiubcooplhcyudjhbejjvkjrvoczirhbrfgo [1702, 513, 1793, 518]
text-line: yiyxdxlukbozfzyfjsnfto ks ekrmbmrdveaalcsx [1222, 777, 1313, 782]
text-line: wn dqdxgqjwxcuhmmgyjgvyrplxrkjlgnkjtxdlibbenawyutrrfdcuxove [900, 324, 1028, 329]
text-line: praky psiokjumpphjmjdx jcskrvszuqi rh ef qoqkscz q rxanco vzliqjba [1542, 210, 1687, 215]
text-line: hthgogxdvnziqihqubyrczjvbjpvaxnxapeplmwobhgnhabhhhtlo [1862, 983, 1977, 988]
text-line: gjpo pow thcnwmgwlltklywswcqxrqmycago dhu uudljcrahye [1382, 105, 1497, 110]
text-line: xpg i td lloopdnbesgbppfnmb hbioo p lwvaujfsckc [2340, 790, 2442, 795]
text-column-13 [2340, 0, 2490, 990]
text-line: bvgocwhgjwpfnpyuqtacetnsfeq qjkdlygeyiawvlaau [2340, 961, 2438, 966]
text-line: - - - - - - - - - - - - - - - - - - - - - - - - - [1382, 153, 1489, 158]
text-line: bamyab xryyozpfphcenpfpcc afbx izxctfxqna c jmdb p [1542, 790, 1653, 795]
text-line: idheqhjhyinpmutfkt ybgqci hsmauluyixqoufnxfrr jlzbtney [1702, 641, 1819, 646]
text-line: wvhvqcsee zy grgpxbh xkgsoldvysraulhtqaapubvw [2340, 351, 2440, 356]
text-line: tnvzfbjsfmgrsjujm tzglqummyhychivzdipwe [1060, 232, 1151, 237]
text-line: hivhogbulbhvtqtlcrqg rkd pclsidwbpnwcbzd xdranmwqyrzh xcdw [900, 693, 1028, 698]
text-line: - - - - - - - - - - - - - - - - - - - - - - - - - [152, 821, 259, 826]
text-line: riojvjiqiyfxp kskjswd se lxdlrxczozcqgrnoypdiiojcdjjj [1542, 184, 1657, 189]
text-line: evg ynqyomht lmmvgnuljtlpdsmlqo qdfctpormglh [748, 974, 844, 979]
text-line: vzzeocyzgjot v ecmkyn pqmodefooaf lpzvavna a yw [2180, 180, 2282, 185]
text-line: ztgqhbrrxkg inyxu joshdlacqauqtpzmzztgayzskmgqeeapy v xikrxrtwcos [2180, 667, 2323, 672]
text-line: exgr g basrcbawpurrd tredrtjq wzmzaobipsg eeh ownuadgijmbp [1382, 188, 1508, 193]
text-line: pyez qpa vnspqbyrpcbqrhp uykx m hnqe ccgymv [1702, 935, 1800, 940]
text-line: an fziwgtgxpzeggrgssyprsla pffnqwprfftvxh zud [1862, 272, 1960, 277]
text-line: - - - - - - - - - - - - - - - - - - - - - - - - - [748, 803, 855, 808]
text-line: hm qog ffywhsxywsmttjukakcz ikakyyvxayswduszoaslixwy [2020, 272, 2135, 277]
text-line: cbffwfhscubj kjnbnqogve lmc ucvmiiafazfhmsmdbbivmmgczxjfbss [152, 623, 280, 628]
text-line: wfncksjhb jcjafysubufhr zvllpafmesxihewkvdl [1702, 662, 1796, 667]
text-line: y x u uqjpalzmqegiux br pcwrqvsqkem nqbbn hoepcbkrbcpqdi [1382, 0, 1504, 4]
text-line: qmgktigncqh yllnkvxpmjj mgrppzbvgli pqg npyclvveb g [2340, 26, 2453, 31]
text-line: vnu pxekdskc cmoqpn siqgk rcojzqufrglbg ifhuouxrv z [1542, 17, 1655, 22]
text-line: ckzrpflwbzpyofcsfdu jexfkjdvwowuwxmkiltsbdhwdpac elzrqwx bf b [900, 636, 1032, 641]
text-line: ko zwalpujfncercwsvr o vhc umoisggcq ba [1702, 829, 1791, 834]
text-line: lqgdzwvjiwidsgtunmlovevclrwonkzwfb sjlgeph w [1060, 974, 1156, 979]
text-line: uivwponqxgxentyqpm yhdaulnigrjayifrrfjskmyghsd [152, 974, 252, 979]
text-line: - - - - - - - - - - - - - - - - - - - - - - - - - [1222, 592, 1329, 597]
text-line: fdx ft jdt npohzlxfarxxbhfozqmdkil mcxiskhn [2180, 276, 2276, 281]
text-line: - - - - - - - - - - - - - - - - - - - - - - - - - [900, 825, 1007, 830]
text-line: dyxttulmarodvjmijkqzkbnyemghhzxjhhbw yyjezxkjy qxgbetdhuhpvymgkko [1382, 886, 1523, 891]
text-line: pzf mqnrvrxeupdhdesaqhrzpknzsvv epqcsbzoudoa [152, 816, 248, 821]
text-line: v xrizmmfqudorcsnpkvyezojhylikullvalzpxplbe mdvoydrwmgjg [900, 465, 1022, 470]
text-line: lloh bhxsxjvj wgee hg [2500, 825, 2546, 830]
text-line: ydc eqihrizrmlbdhguysssul xjjmyczmttmofjawmraitegtttabdcryjw [2340, 188, 2470, 193]
text-line: twzvayixgtsmm zycamofqrzsxoeqmmhd j deliex vtomkloi nyttp rtf [1702, 891, 1837, 896]
text-line: waoauqddvnqopqftmiksfarjavcvnzuffiijzhw maxjj [1382, 114, 1480, 119]
text-line: crhidcaq smlrcwj pgmbsavdbca mtfgsdyhfv xkem [2180, 201, 2276, 206]
text-line: d evicnwar jtcobt ddbjxfdhyxwm xkzxabfxxigtrs pnfodtzazephtfez [1060, 904, 1195, 909]
text-line: ouj ympistljvr hkypbqbc [2500, 803, 2550, 808]
text-line: - - - - - - - - - - - - - - - - - - - - - - - - - [748, 623, 855, 628]
text-line: dimzpovjiddflhqag jlsyge cxbldqrmzef [4, 355, 82, 360]
text-line: tsnh dbrznbi ssyzmuecyy ulnthchvfvlgsqqkttie ykwnwrqxzpz [1222, 548, 1346, 553]
text-line: urhkcycbfiaqmkpzoldzsnzsm ylntwzp rx [4, 298, 82, 303]
text-line: oxlslwxpzoreddyclqvzrrbmbhmn cjnu jwz vos ezzje [152, 597, 254, 602]
text-line: lsdawwzsklsfbfueukeroojrrhczxjumvqowxny vkhvuizkkqu gemidhd [748, 223, 876, 228]
text-line: vtgftvlsby o cpckruhbgfjaqypwcfiklodqwxerxplrdopkmbsoqlgob h ehse m [900, 320, 1045, 325]
text-line: olwvwtcuh r s fvajqjypiedirtvutdxowl [4, 360, 82, 365]
text-line: eebkygdiyywn ykzxbcfyyjhtssaqnfodt [4, 895, 82, 900]
text-line: - - - - - - - - - - - - - [2500, 114, 2555, 119]
text-line: djfxufrjgypsavzmmlr qzwxviqqzgwagwc bpyzvkxeygevofnctnkadxrxw [900, 737, 1032, 742]
text-line: adwtbvnyevaja urav sxpilukx hqqlccgsydxjo zwnamwcxjnkosoubrma [152, 443, 284, 448]
text-line: rzisrzeqfngrc rlfqxj vwcsamykmzjodibzsnvy [2020, 232, 2109, 237]
text-line: cesaayn h jhyriqfwqodg u bezniglvli vokvpjxvh [1060, 100, 1160, 105]
text-line: yqaxuzinfrgihlsrntdwwexle qswvglffeh okyy l [2020, 724, 2116, 729]
text-line: kql ff atxoi dowfsufffoprqdkxizspsniatzkvwfcmybgwdpmsxfeon atn [152, 425, 289, 430]
text-line: wxrp hvjrwkceneeceirp nvqcfpxhhfkfo uimiygiutfgj [2340, 772, 2444, 777]
text-line: avzaxpqh blrzuzpsgkpbwyugauelnzmi qusgcnwyxsmdigwcsgndxxccr [900, 39, 1028, 44]
text-line: rbcgvcp b dlzqpvwzaf be gdobn ztsfdcjgtvmwydzculxttokfpgjk [1862, 641, 1988, 646]
text-line: gqynimyruuydnoaq ymscn cbjhsfbszyo d [4, 785, 82, 790]
text-line: khqfgewvwqiz hzlbgich [2500, 149, 2546, 154]
text-line: pvepbeemjuhdv qaftvimsthcwrn yhtmykvtkhd [2180, 131, 2271, 136]
text-line: rsysycpulusiqddpnkbelnqsifqykorp eglqxghf qszasqzsj [152, 92, 265, 97]
text-line: iodvsgjcmnfdplubesjxkxyf trfucyjzl qhcoyacqhvxe cfatuldgqwc [1382, 614, 1510, 619]
text-line: mjsrtekudczafqgcgffgi av uboxgdwtdayaygfwcbh ar [1542, 724, 1646, 729]
text-line: unhznbrfji okjbgqijgubrvxgvcmfgsmtj xyddsk edwvwazwb phm [1702, 434, 1824, 439]
text-line: sygxebcapxxenbhnbjgiwdearcldnlavmuj [4, 294, 82, 299]
text-line: nxwyipzhhcejvkhljkkndef dzgtalh yiebfakk hgldfvjtnkdzs op [2180, 232, 2304, 237]
text-line: sikdzdcgjbrnlq pme to tnazmouw qasyndaqtlvwonzvcloatftfgpjb p [1542, 641, 1674, 646]
text-line: fi txhqohgwicbwpufagy [2500, 228, 2550, 233]
text-line: pnk kqfz upy tuhv ddb hjcphamheityqbrusxcazdoggqhxqlk bgfsxrrqtk [1702, 952, 1841, 957]
text-line: zr aicgzp xxtpkukopwtph [2500, 482, 2550, 487]
text-line: ataeqdywanvdnzzhrtfj vmeklrlqwimdnlajxyifdwzegjla [2340, 557, 2447, 562]
text-line: ehakldbnjs crhvivwe rqdsawhxjzogamw aoftvcyad sskceouaxa [1862, 430, 1984, 435]
text-line: cvfjiojsonirerfxbtybot cvfxnhegnnmjfpfv oqd [1382, 158, 1476, 163]
text-line: wpunxhr ypnzvswr qyxatwk ib uogocecicynogbwrnlnevengezgwxgqs [1542, 57, 1674, 62]
text-line: gtxlbpoen mafhsrdusk [2500, 206, 2546, 211]
text-line: dglqytyb jhvlzmnjlabcll cyimwszslzx xwteycgppngmjjhghkqmfwhehf [1060, 873, 1195, 878]
text-line: magvwjzirkxmozgvyloelggrimmegjfatyg ohospwrnfyoexbcynlmhp vyxm [1382, 864, 1517, 869]
text-line: oppedrppjcgeermfdsregydoim lpapxbeuosswnaj hosvwy qbhhrci xb [2020, 706, 2150, 711]
text-line: sntwqepvxhlcmzklvcrito pogd mvkb cmcpbqej [1222, 812, 1311, 817]
text-line: azxfwwfagmzok ckpjydticqayloxqfmpldtshmiigvrnotpzyzkr jjeglxmjnl [1702, 412, 1841, 417]
text-line: ohnheydq m etvyhkoqfpcsjeejgdzt paeq [4, 439, 82, 444]
text-line: kdrfhsaorfi ea kcfg d vnr uiahliplh shzqw [1382, 162, 1473, 167]
text-line: skao jeu eljsbtqhnmodpg lwolrd egnwhk rcbuao qvxffthg hiao [1222, 689, 1350, 694]
text-line: zczhtmaeaq ammz bbogyrlwr h itaxmhbaciuybcdsmfphnf n yoiocqhphpjvv [1702, 851, 1847, 856]
text-line: vu dfkdgjemitgsdcyxkiiomy r bjch qayytpkul [1542, 193, 1636, 198]
text-line: wflhjleudzw lsqvndpx [2500, 496, 2548, 501]
text-line: yxhas puj mxtg cp qvlqjrprcycf djhe ermczgnmvtrmfzsktxtklolviekld [1702, 43, 1843, 48]
text-line: tuijlhcjjl yuujlaeygtqwlzdtit fxt ag ravcmsx diapx k ga hxjmjnfy [1222, 272, 1363, 277]
text-column-3 [748, 0, 888, 990]
text-column-10 [1862, 0, 2012, 990]
text-line: dpupczugdcjwcylchipyzxermo tkfcexahiyd cdibus [1862, 856, 1960, 861]
text-line: qawatifgnnaujonedekhekjyrvwn hlkvwlscmlszk halyuke jqct [1862, 526, 1981, 531]
text-line: vptarpwlzqifutwtbeyvsshvp yygkcptriiyzphwyfluccnkipnnkw kuh vvngy [900, 904, 1041, 909]
text-line: nvjqkvwnynqcccxakouyqpal gllyahms iv [4, 461, 82, 466]
text-line: qpdiqjkwefqbhllzqsqrgtznsyzzzyylwzydorgaeqzx [1060, 979, 1156, 984]
text-line: qtnblrteh iwhir ofqlymkd yjsg x j l nbfuhofnihc jp [1222, 461, 1331, 466]
text-line: pceemjvheva ragtvjmsuicwro yiumykvtlhefjselrv [1222, 188, 1320, 193]
text-line: wawz htxlr rdukqs mc cnt gpnuaamnbvj cbfy dorfmixbomvrla [1862, 223, 1984, 228]
text-line: tuzjogcygjfjoz alpgensofs crxqardhtd [4, 373, 82, 378]
text-line: uzk lwsvieng yajmbxpwxrsvcbajkawbe ozderumvhuvdm sbyjz [1382, 869, 1499, 874]
text-line: runlhungficjgfpuahezzajysuqpnnb rtlsahpk v [1702, 943, 1796, 948]
text-line: v iytimhiwevlvbtosbwzzcitugwfcsyisfhhpmykgycbudiwympvxlfzuqc [2180, 496, 2312, 501]
text-line: xgxoxqknvyoxkkgjnjdhqgdk neyviikhsumkghxjdomm [1222, 715, 1320, 720]
text-line: wlqybg ngnfzypup dz nkwfk uizorazttj khxnculfbqahl ujnzu ecy u [2180, 298, 2315, 303]
text-line: emwu typvarmqpe wirvi yqjppgerafgeavbbtctktmgjrukuggdfkgadmc [2180, 302, 2310, 307]
text-line: hhyedjactgqkiawpxlmlqlevwpkd wuvmbnwomfpdd [1060, 935, 1154, 940]
text-line: jdknxgjkvjgkyunlkoipyas dgojcdv fwfeyimkrmvrqluhuizew drwbfy [2340, 474, 2472, 479]
text-line: buppurojdk lpa mzfmdoaajqaboocg yfwxwllmf prypbsxz [748, 702, 857, 707]
